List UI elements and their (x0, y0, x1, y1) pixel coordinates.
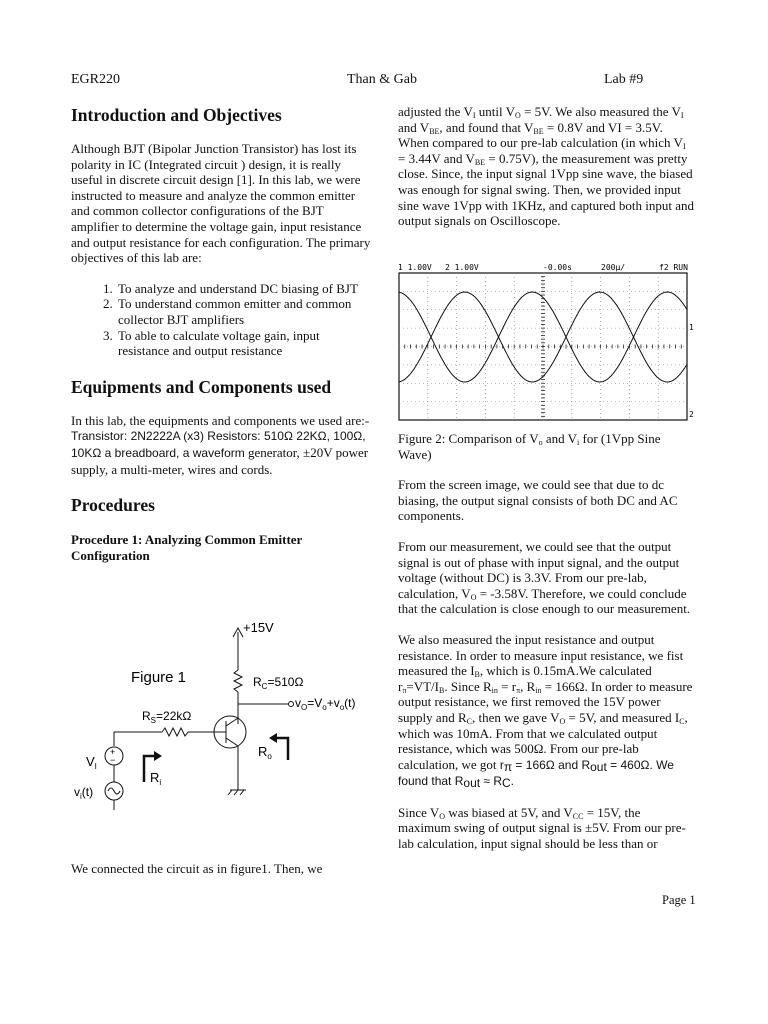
svg-text:+: + (110, 747, 116, 757)
svg-text:2 1.00V: 2 1.00V (445, 263, 479, 272)
page-number: Page 1 (662, 893, 696, 907)
svg-text:1: 1 (689, 323, 694, 332)
svg-text:Ro: $R_o$ (258, 744, 272, 761)
dc-biasing-paragraph: From the screen image, we could see that due to dc biasing, the output signal consists of both DC and AC components. (398, 477, 678, 524)
svg-text:RC=510Ω: $R_C=510\Omega$ (253, 675, 304, 691)
equipment-paragraph: In this lab, the equipments and components we used are:- Transistor: 2N2222A (x3) Resistors: 510Ω 22KΩ, 100Ω, 10KΩ a breadboard, a waveform generator, ±20V power supply, a multi-meter, wires and cords. (71, 412, 370, 477)
svg-text:−: − (110, 755, 116, 765)
svg-text:RS=22kΩ: $R_S=22k\Omega$ (142, 709, 192, 725)
objective-item: 3. To able to calculate voltage gain, input resistance and output resistance (116, 328, 371, 359)
right-column-lower (398, 431, 696, 852)
figure1-circuit (70, 610, 370, 810)
svg-text:1 1.00V: 1 1.00V (398, 263, 432, 272)
left-column (71, 100, 371, 564)
svg-text:Figure 1: Figure 1 (131, 669, 187, 686)
objectives-list (71, 281, 371, 359)
svg-text:200µ/: 200µ/ (601, 263, 626, 272)
objective-item: 2. To understand common emitter and common collector BJT amplifiers (116, 296, 371, 327)
swing-paragraph: Since $V_O$ was biased at 5V, and $V_{CC} = 15V$, the maximum swing of output signal is ±5V. From our pre-lab calculation, input signal should be less than or (398, 804, 686, 852)
figure2-caption: Figure 2: Comparison of $V_o$ and $V_i$ for (1Vpp Sine Wave) (398, 431, 661, 462)
measurement-paragraph: adjusted the $V_I$ until $V_O = 5V$. We also measured the $V_I$ and $V_{BE}$, and found that $V_{BE} = 0.8V$ and VI = 3.5V. When compared to our pre-lab calculation (in which $V_I = 3.44V$ and $V_{BE} = 0.75V$), the measurement was pretty close. Since, the input signal 1Vpp sine wave, the biased was enough for signal swing. Then, we provided input sine wave 1Vpp with 1KHz, and captured both input and output signals on Oscilloscope. (398, 104, 695, 229)
svg-text:-0.00s: -0.00s (543, 263, 572, 272)
svg-text:VI: $V_I$ (86, 754, 97, 771)
header-lab: Lab #9 (604, 72, 644, 87)
procedures-heading: Procedures (71, 495, 155, 516)
resistance-paragraph: We also measured the input resistance and output resistance. In order to measure input resistance, we fist measured the $I_B$, which is 0.15mA.We calculated $r_\pi=VT/I_B$. Since $R_{in} = r_\pi$, $R_{in} = 166\Omega$. In order to measure output resistance, we first removed the 15V power supply and $R_C$, then we gave $V_O = 5V$, and measured $I_C$, which was 10mA. From that we calculated output resistance, which was 500Ω. From our pre-lab calculation, we got $r_\pi = 166\Omega$ and $R_{out} = 460\Omega$. We found that $R_{out} \approx R_C$. (398, 631, 693, 791)
oscilloscope-screen (397, 262, 699, 424)
intro-heading: Introduction and Objectives (71, 105, 282, 125)
svg-text:Ri: $R_i$ (150, 770, 162, 787)
objective-item: 1. To analyze and understand DC biasing of BJT (116, 281, 371, 297)
svg-text:+15V: +15V (243, 620, 274, 635)
right-column (398, 104, 696, 229)
header-authors: Than & Gab (347, 72, 417, 87)
phase-paragraph: From our measurement, we could see that the output signal is out of phase with input signal, and the output voltage (without DC) is 3.3V. From our pre-lab, calculation, $V_O = -3.58V$. Therefore, we could conclude that the calculation is close enough to our measurement. (398, 538, 691, 617)
equipment-heading: Equipments and Components used (71, 376, 332, 397)
procedure1-heading: Procedure 1: Analyzing Common Emitter Configuration (71, 532, 303, 564)
header-course: EGR220 (71, 72, 120, 87)
svg-text:2: 2 (689, 410, 694, 419)
intro-paragraph: Although BJT (Bipolar Junction Transistor) has lost its polarity in IC (Integrated circuit ) design, it is really useful in discrete circuit design [1]. In this lab, we were instructed to measure and analyze the common emitter and common collector configurations of the BJT amplifier to determine the voltage gain, input resistance and output resistance for each configuration. The primary objectives of this lab are: (71, 141, 371, 266)
svg-text:vO=Vo+vo(t): $v_O=V_o+v_o(t)$ (295, 696, 356, 712)
svg-text:vi(t): $v_i(t)$ (74, 785, 94, 801)
procedure1-closing: We connected the circuit as in figure1. Then, we (71, 861, 323, 876)
svg-text:f2 RUN: f2 RUN (659, 263, 688, 272)
